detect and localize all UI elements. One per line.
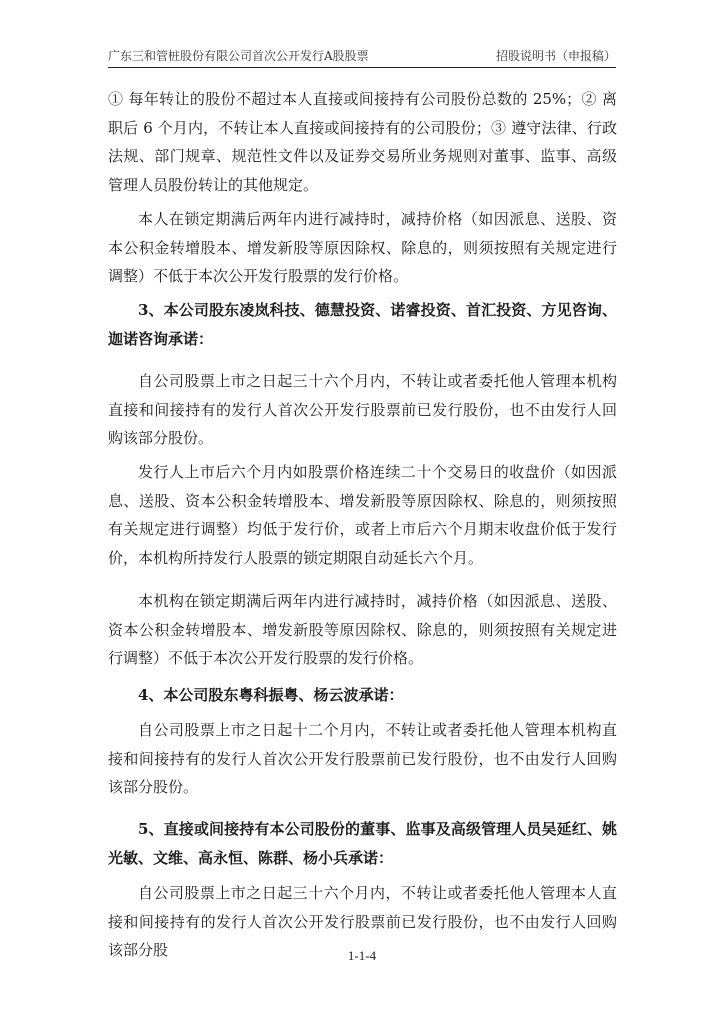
paragraph-reduction-price: 本人在锁定期满后两年内进行减持时，减持价格（如因派息、送股、资本公积金转增股本、增发新股等原因除权、除息的，则须按照有关规定进行调整）不低于本次公开发行股票的发行价格。 [108, 210, 617, 285]
header-divider [108, 67, 616, 68]
paragraph-transfer-limits: ① 每年转让的股份不超过本人直接或间接持有公司股份总数的 25%；② 离职后 6 个月内，不转让本人直接或间接持有的公司股份；③ 遵守法律、行政法规、部门规章、规范性文件以及证券交易所业务规则对董事、监事、高级管理人员股份转让的其他规定。 [108, 90, 617, 194]
paragraph-director-lockup: 自公司股票上市之日起三十六个月内，不转让或者委托他人管理本人直接和间接持有的发行人首次公开发行股票前已发行股份，也不由发行人回购该部分股 [108, 884, 617, 959]
section-heading-4: 4、本公司股东粤科振粤、杨云波承诺： [138, 686, 404, 704]
section-heading-5: 5、直接或间接持有本公司股份的董事、监事及高级管理人员吴延红、姚光敏、文维、高永恒、陈群、杨小兵承诺： [108, 820, 617, 867]
paragraph-12-month-lockup: 自公司股票上市之日起十二个月内，不转让或者委托他人管理本机构直接和间接持有的发行人首次公开发行股票前已发行股份，也不由发行人回购该部分股份。 [108, 721, 617, 796]
page-number: 1-1-4 [347, 948, 377, 963]
section-heading-3: 3、本公司股东凌岚科技、德慧投资、诺睿投资、首汇投资、方见咨询、迦诺咨询承诺： [108, 301, 617, 348]
header-company-title: 广东三和管桩股份有限公司首次公开发行A股股票 [108, 49, 369, 63]
paragraph-lockup-extension: 发行人上市后六个月内如股票价格连续二十个交易日的收盘价（如因派息、送股、资本公积金转增股本、增发新股等原因除权、除息的，则须按照有关规定进行调整）均低于发行价，或者上市后六个月期末收盘价低于发行价，本机构所持发行人股票的锁定期限自动延长六个月。 [108, 463, 617, 567]
page-header [108, 47, 616, 65]
paragraph-institution-reduction: 本机构在锁定期满后两年内进行减持时，减持价格（如因派息、送股、资本公积金转增股本、增发新股等原因除权、除息的，则须按照有关规定进行调整）不低于本次公开发行股票的发行价格。 [108, 592, 617, 667]
header-document-type: 招股说明书（申报稿） [495, 49, 616, 63]
paragraph-36-month-lockup: 自公司股票上市之日起三十六个月内，不转让或者委托他人管理本机构直接和间接持有的发行人首次公开发行股票前已发行股份，也不由发行人回购该部分股份。 [108, 372, 617, 447]
